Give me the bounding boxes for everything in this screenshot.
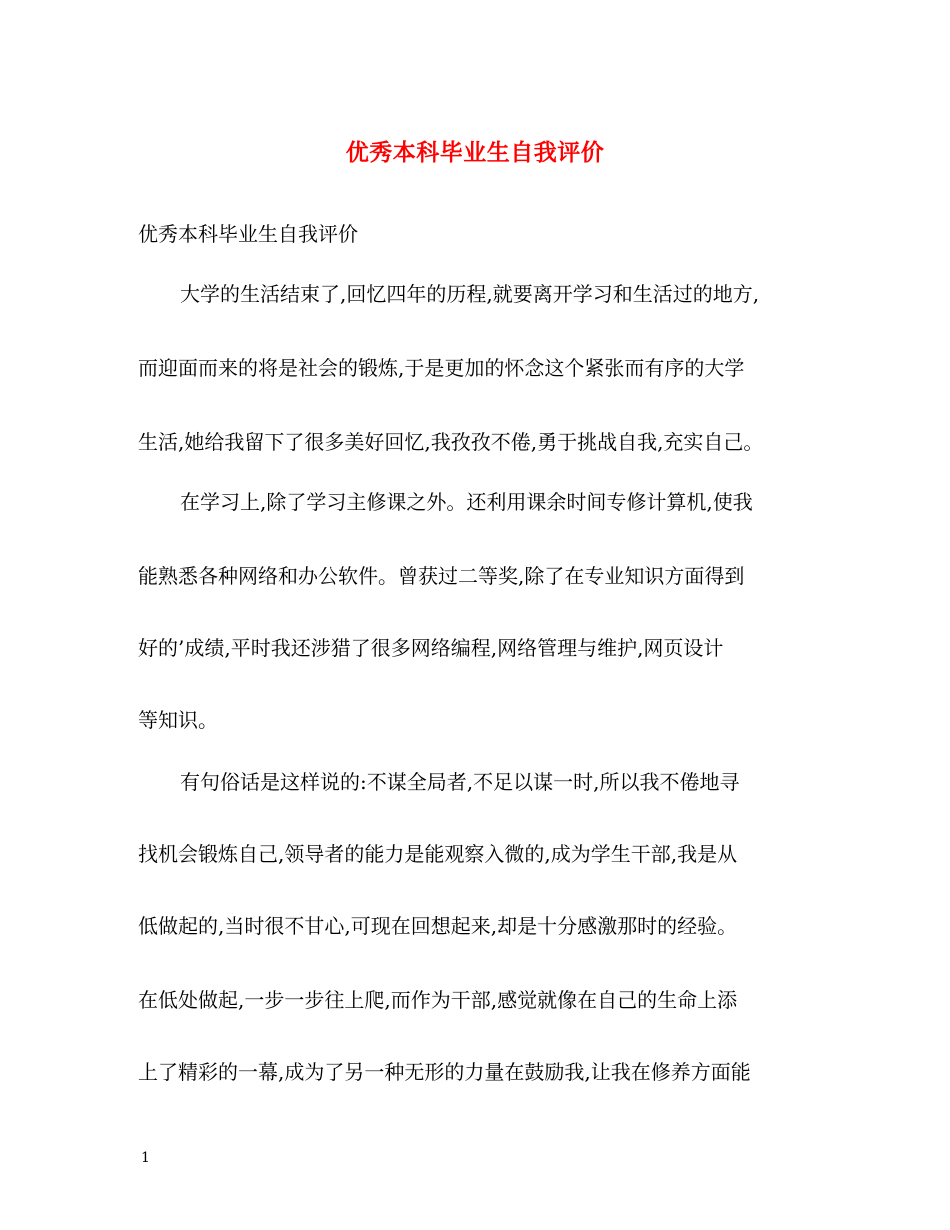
document-title: 优秀本科毕业生自我评价: [345, 140, 605, 166]
paragraph-line: 在学习上,除了学习主修课之外。还利用课余时间专修计算机,使我: [180, 490, 753, 514]
paragraph-line: 而迎面而来的将是社会的锻炼,于是更加的怀念这个紧张而有序的大学: [138, 356, 745, 380]
paragraph-line: 上了精彩的一幕,成为了另一种无形的力量在鼓励我,让我在修养方面能: [138, 1060, 751, 1084]
page-number: 1: [141, 1150, 150, 1166]
document-subtitle: 优秀本科毕业生自我评价: [138, 222, 358, 246]
paragraph-line: 低做起的,当时很不甘心,可现在回想起来,却是十分感激那时的经验。: [138, 914, 738, 938]
paragraph-line: 好的’成绩,平时我还涉猎了很多网络编程,网络管理与维护,网页设计: [138, 636, 724, 660]
paragraph-line: 生活,她给我留下了很多美好回忆,我孜孜不倦,勇于挑战自我,充实自己。: [138, 430, 764, 454]
paragraph-line: 有句俗话是这样说的:不谋全局者,不足以谋一时,所以我不倦地寻: [180, 770, 740, 794]
paragraph-line: 大学的生活结束了,回忆四年的历程,就要离开学习和生活过的地方,: [180, 282, 760, 306]
paragraph-line: 能熟悉各种网络和办公软件。曾获过二等奖,除了在专业知识方面得到: [138, 564, 745, 588]
paragraph-line: 等知识。: [138, 708, 218, 732]
paragraph-line: 在低处做起,一步一步往上爬,而作为干部,感觉就像在自己的生命上添: [138, 988, 738, 1012]
paragraph-line: 找机会锻炼自己,领导者的能力是能观察入微的,成为学生干部,我是从: [138, 842, 738, 866]
